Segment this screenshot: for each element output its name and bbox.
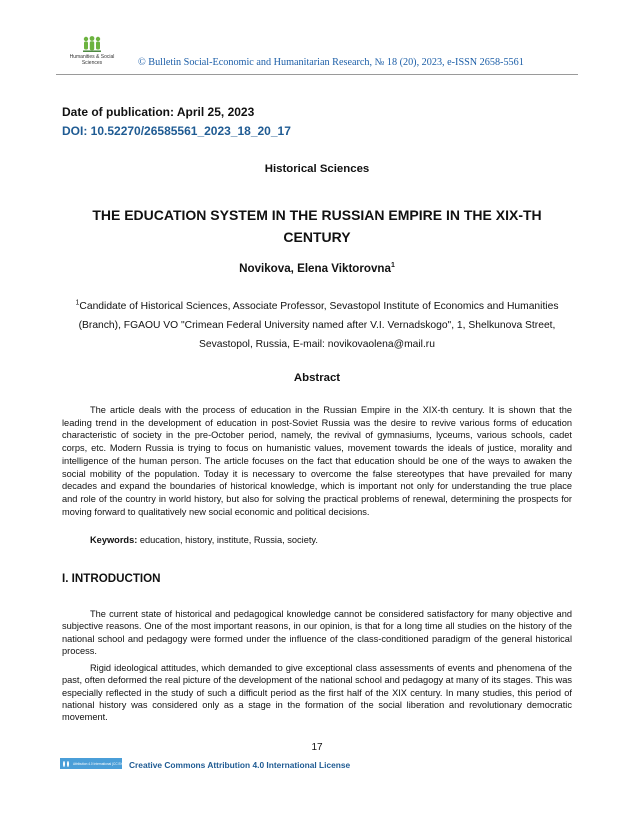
article-title: THE EDUCATION SYSTEM IN THE RUSSIAN EMPIRE IN THE XIX-TH CENTURY [92,207,542,245]
introduction-heading: I. INTRODUCTION [62,572,161,585]
affiliation-text: Candidate of Historical Sciences, Associate Professor, Sevastopol Institute of Economics and Humanities (Branch), FGAOU VO "Crimean Federal University named after V.I. Vernadskogo", 1, Shelkunova Street, Sevastopol, Russia, E-mail: novikovaolena@mail.ru [78,301,559,350]
author-superscript: 1 [390,262,395,270]
by-icon [67,761,69,767]
abstract-text: The article deals with the process of education in the Russian Empire in the XIX-th century. It is shown that the leading trend in the development of education in post-Soviet Russia was the desire to revive various forms of education characteristic of society in the pre-October period, namely, the revival of gymnasiums, lyceums, various schools, cadet corps, etc. Modern Russia is trying to focus on humanistic values, movement towards the ideals of justice, morality and intelligence of the human person. The article focuses on the fact that education should be one of the ways to awaken the social mobility of the population. Today it is necessary to overcome the false stereotypes that have prevailed for many decades and expand the boundaries of historical knowledge, which is important not only for understanding the true place and role of the country in world history, but also for solving the practical problems of renewal, determining the prospects for moving forward to qualitatively new social economic and political decisions. [62,405,572,517]
badge-text: Attribution 4.0 International (CC BY 4.0) [73,761,130,766]
section-heading: Historical Sciences [264,163,370,175]
publication-date: Date of publication: April 25, 2023 [62,105,255,119]
running-header: © Bulletin Social-Economic and Humanitarian Research, № 18 (20), 2023, e-ISSN 2658-5561 [138,57,524,68]
author-name: Novikova, Elena Viktorovna [239,262,391,275]
logo-line-2: Sciences [81,60,103,66]
keywords-list: education, history, institute, Russia, society. [139,535,318,545]
cc-icon [63,761,65,767]
author-affiliation [64,297,570,354]
page-number: 17 [311,742,323,753]
doi-link[interactable]: DOI: 10.52270/26585561_2023_18_20_17 [62,124,291,138]
author-line [0,262,634,275]
journal-logo [60,36,124,74]
abstract-heading: Abstract [293,372,341,384]
header-divider [56,74,578,75]
logo-line-1: Humanities & Social [69,54,115,60]
people-logo-icon [79,36,105,54]
body-paragraph: Rigid ideological attitudes, which demanded to give exceptional class assessments of events and phenomena of the past, often deformed the real picture of the development of the national school and pedagogy at many of its stages. This was especially reflected in the study of such a difficult period as the first half of the XIX century. In many studies, this period of national history was considered only as a stage in the formation of the social liberation and revolutionary democratic movement. [62,663,572,723]
body-paragraph: The current state of historical and pedagogical knowledge cannot be considered satisfactory for many objective and subjective reasons. One of the most important reasons, in our opinion, is that for a long time all studies on the history of the national school and pedagogy were formed under the influence of the class-conditioned paradigm of the general historical process. [62,609,572,656]
affiliation-superscript: 1 [75,299,80,307]
license-link[interactable]: Creative Commons Attribution 4.0 International License [129,760,351,770]
keywords-label: Keywords: [90,535,138,545]
keywords-line [90,535,318,545]
cc-license-badge[interactable] [60,758,130,769]
